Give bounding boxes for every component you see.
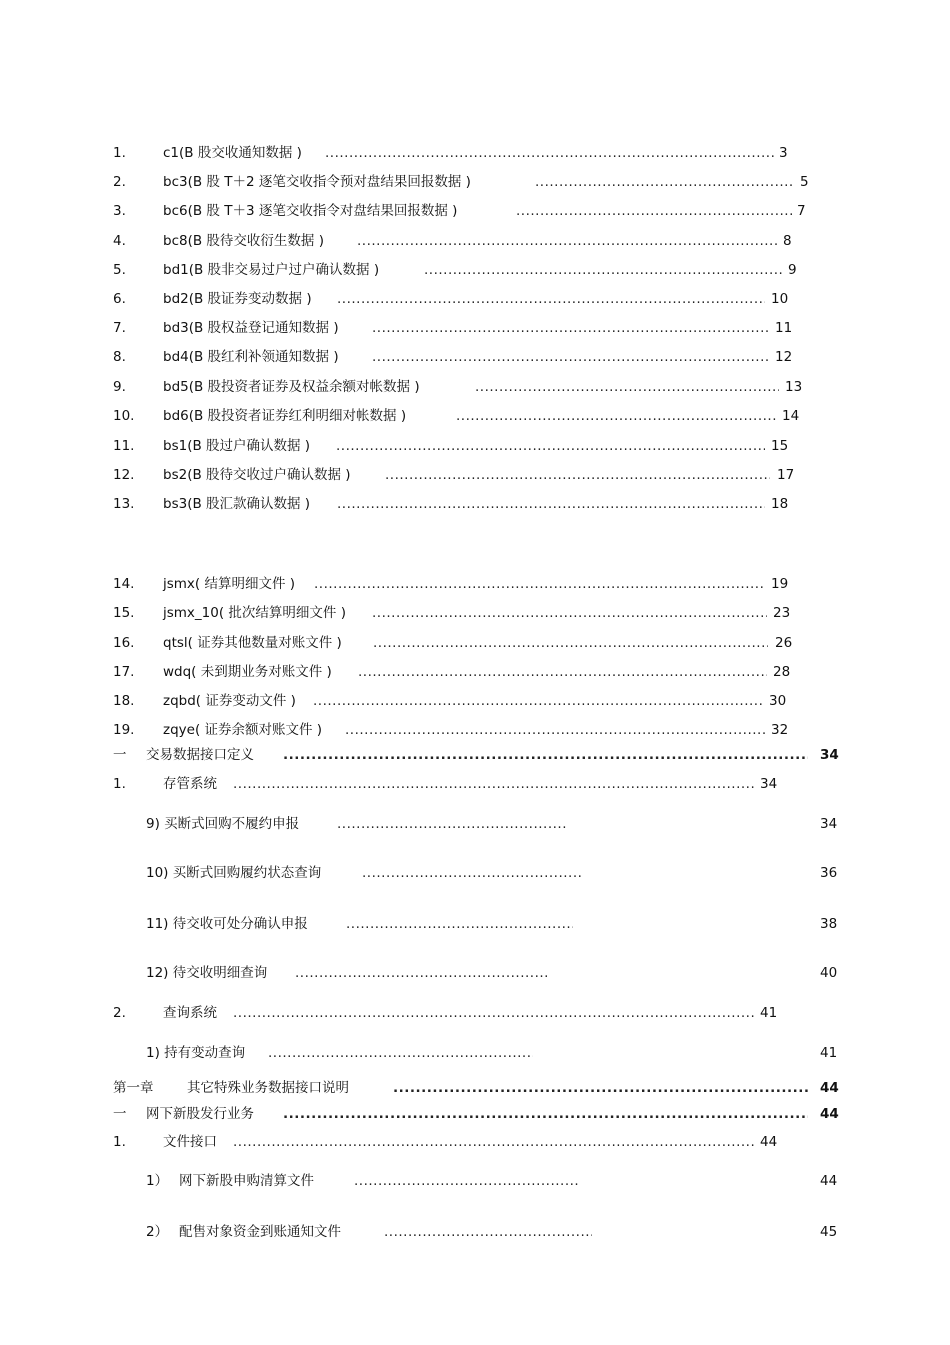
entry-title: jsmx( 结算明细文件 ) xyxy=(163,576,296,592)
entry-title: bs3(B 股汇款确认数据 ) xyxy=(163,496,311,512)
entry-page: 26 xyxy=(775,635,793,651)
dot-leader xyxy=(337,814,567,834)
entry-number: 2. xyxy=(113,174,126,190)
entry-title: 存管系统 xyxy=(163,776,217,792)
entry-title: bd2(B 股证券变动数据 ) xyxy=(163,291,312,307)
entry-title: bd5(B 股投资者证券及权益余额对帐数据 ) xyxy=(163,379,420,395)
dot-leader xyxy=(516,201,792,221)
entry-page: 45 xyxy=(820,1224,838,1240)
entry-page: 41 xyxy=(820,1045,838,1061)
entry-number: 15. xyxy=(113,605,135,621)
entry-page: 44 xyxy=(760,1134,778,1150)
entry-number: 6. xyxy=(113,291,126,307)
entry-page: 41 xyxy=(760,1005,778,1021)
entry-number: 5. xyxy=(113,262,126,278)
entry-page: 44 xyxy=(820,1173,838,1189)
entry-title: 其它特殊业务数据接口说明 xyxy=(187,1080,349,1096)
dot-leader xyxy=(372,603,767,623)
entry-number: 1. xyxy=(113,145,126,161)
entry-title: 12) 待交收明细查询 xyxy=(146,965,268,981)
entry-page: 28 xyxy=(773,664,791,680)
dot-leader xyxy=(283,1104,808,1124)
entry-number: 1. xyxy=(113,1134,126,1150)
entry-page: 18 xyxy=(771,496,789,512)
dot-leader xyxy=(314,574,765,594)
dot-leader xyxy=(313,691,762,711)
dot-leader xyxy=(393,1078,810,1098)
entry-number: 12. xyxy=(113,467,135,483)
dot-leader xyxy=(475,377,779,397)
entry-title: 配售对象资金到账通知文件 xyxy=(179,1224,341,1240)
entry-title: qtsl( 证券其他数量对账文件 ) xyxy=(163,635,342,651)
entry-page: 23 xyxy=(773,605,791,621)
entry-page: 30 xyxy=(769,693,787,709)
entry-number: 14. xyxy=(113,576,135,592)
entry-page: 14 xyxy=(782,408,800,424)
entry-title: bd6(B 股投资者证券红利明细对帐数据 ) xyxy=(163,408,407,424)
dot-leader xyxy=(233,1003,755,1023)
entry-number: 7. xyxy=(113,320,126,336)
entry-number: 第一章 xyxy=(113,1080,154,1096)
entry-title: 文件接口 xyxy=(163,1134,217,1150)
entry-page: 38 xyxy=(820,916,838,932)
entry-page: 40 xyxy=(820,965,838,981)
entry-number: 2） xyxy=(146,1224,169,1240)
entry-number: 11. xyxy=(113,438,135,454)
dot-leader xyxy=(358,662,767,682)
dot-leader xyxy=(354,1171,578,1191)
entry-page: 17 xyxy=(777,467,795,483)
dot-leader xyxy=(346,914,573,934)
entry-page: 44 xyxy=(820,1080,839,1096)
entry-title: c1(B 股交收通知数据 ) xyxy=(163,145,302,161)
entry-title: bc3(B 股 T＋2 逐笔交收指令预对盘结果回报数据 ) xyxy=(163,174,471,190)
entry-page: 11 xyxy=(775,320,793,336)
dot-leader xyxy=(385,465,770,485)
dot-leader xyxy=(424,260,782,280)
entry-page: 32 xyxy=(771,722,789,738)
dot-leader xyxy=(362,863,582,883)
entry-page: 34 xyxy=(820,816,838,832)
dot-leader xyxy=(456,406,776,426)
entry-number: 一 xyxy=(113,1106,127,1122)
entry-number: 4. xyxy=(113,233,126,249)
entry-number: 17. xyxy=(113,664,135,680)
entry-page: 19 xyxy=(771,576,789,592)
entry-page: 3 xyxy=(779,145,788,161)
entry-title: bd4(B 股红利补领通知数据 ) xyxy=(163,349,339,365)
entry-number: 16. xyxy=(113,635,135,651)
dot-leader xyxy=(268,1043,533,1063)
entry-page: 44 xyxy=(820,1106,839,1122)
entry-page: 10 xyxy=(771,291,789,307)
entry-number: 13. xyxy=(113,496,135,512)
entry-page: 13 xyxy=(785,379,803,395)
entry-page: 12 xyxy=(775,349,793,365)
entry-title: jsmx_10( 批次结算明细文件 ) xyxy=(163,605,346,621)
entry-title: wdq( 未到期业务对账文件 ) xyxy=(163,664,332,680)
entry-title: bc8(B 股待交收衍生数据 ) xyxy=(163,233,324,249)
entry-title: zqye( 证券余额对账文件 ) xyxy=(163,722,323,738)
entry-title: 查询系统 xyxy=(163,1005,217,1021)
entry-page: 15 xyxy=(771,438,789,454)
entry-number: 2. xyxy=(113,1005,126,1021)
entry-title: zqbd( 证券变动文件 ) xyxy=(163,693,296,709)
dot-leader xyxy=(337,289,765,309)
entry-title: 10) 买断式回购履约状态查询 xyxy=(146,865,322,881)
entry-title: 11) 待交收可处分确认申报 xyxy=(146,916,308,932)
entry-page: 5 xyxy=(800,174,809,190)
entry-number: 一 xyxy=(113,747,127,763)
entry-title: bs1(B 股过户确认数据 ) xyxy=(163,438,311,454)
entry-title: bc6(B 股 T＋3 逐笔交收指令对盘结果回报数据 ) xyxy=(163,203,458,219)
entry-page: 36 xyxy=(820,865,838,881)
dot-leader xyxy=(283,745,808,765)
dot-leader xyxy=(372,347,768,367)
entry-title: bd3(B 股权益登记通知数据 ) xyxy=(163,320,339,336)
entry-title: bd1(B 股非交易过户过户确认数据 ) xyxy=(163,262,380,278)
dot-leader xyxy=(373,633,768,653)
dot-leader xyxy=(325,143,775,163)
entry-page: 34 xyxy=(760,776,778,792)
entry-page: 34 xyxy=(820,747,839,763)
entry-page: 7 xyxy=(797,203,806,219)
dot-leader xyxy=(295,963,547,983)
dot-leader xyxy=(535,172,795,192)
entry-number: 8. xyxy=(113,349,126,365)
entry-number: 3. xyxy=(113,203,126,219)
dot-leader xyxy=(233,774,755,794)
entry-title: 1) 持有变动查询 xyxy=(146,1045,246,1061)
entry-title: 网下新股申购清算文件 xyxy=(179,1173,314,1189)
entry-page: 8 xyxy=(783,233,792,249)
entry-title: 9) 买断式回购不履约申报 xyxy=(146,816,300,832)
dot-leader xyxy=(336,436,765,456)
entry-title: bs2(B 股待交收过户确认数据 ) xyxy=(163,467,351,483)
dot-leader xyxy=(357,231,777,251)
entry-number: 19. xyxy=(113,722,135,738)
entry-number: 1） xyxy=(146,1173,169,1189)
dot-leader xyxy=(345,720,765,740)
entry-number: 1. xyxy=(113,776,126,792)
entry-title: 网下新股发行业务 xyxy=(146,1106,254,1122)
entry-number: 10. xyxy=(113,408,135,424)
entry-page: 9 xyxy=(788,262,797,278)
entry-title: 交易数据接口定义 xyxy=(146,747,254,763)
dot-leader xyxy=(337,494,765,514)
dot-leader xyxy=(384,1222,592,1242)
entry-number: 18. xyxy=(113,693,135,709)
entry-number: 9. xyxy=(113,379,126,395)
dot-leader xyxy=(372,318,768,338)
dot-leader xyxy=(233,1132,755,1152)
